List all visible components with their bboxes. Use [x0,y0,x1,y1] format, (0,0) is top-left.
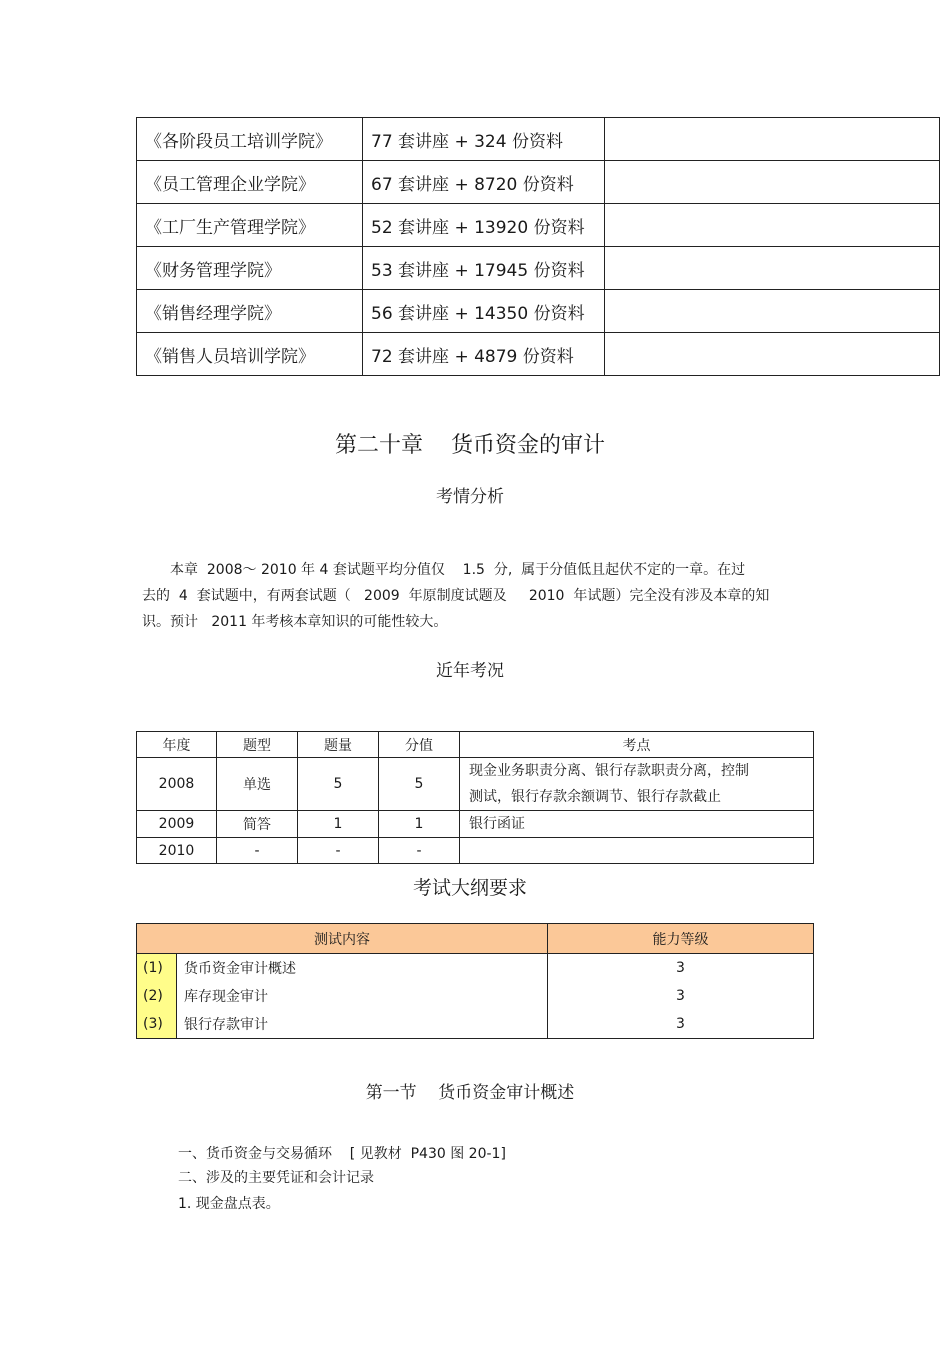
item-level: 3 [548,954,814,983]
outline-item: 1. 现金盘点表。 [178,1196,280,1212]
course-name: 《工厂生产管理学院》 [137,204,363,247]
course-content: 53 套讲座 + 17945 份资料 [363,247,605,290]
point-line: 现金业务职责分离、银行存款职责分离，控制 [469,763,749,779]
type-cell: 简答 [217,811,298,838]
course-note [605,333,940,376]
outline-item: 二、涉及的主要凭证和会计记录 [178,1170,374,1186]
column-header: 测试内容 [137,924,548,954]
table-row [137,811,814,838]
course-content: 52 套讲座 + 13920 份资料 [363,204,605,247]
table-row [137,1010,814,1039]
course-note [605,118,940,161]
point-cell: 银行函证 [460,811,814,838]
item-number: (3) [137,1010,177,1039]
table-row [137,247,940,290]
table-row [137,204,940,247]
syllabus-table [136,923,814,1039]
column-header: 题量 [298,732,379,758]
table-row [137,838,814,864]
count-cell: - [298,838,379,864]
course-content: 56 套讲座 + 14350 份资料 [363,290,605,333]
paragraph-line: 去的 4 套试题中，有两套试题（ 2009 年原制度试题及 2010 年试题）完全没有涉及本章的知 [142,588,770,604]
course-content: 67 套讲座 + 8720 份资料 [363,161,605,204]
year-cell: 2009 [137,811,217,838]
section-title: 第一节 货币资金审计概述 [365,1083,575,1103]
course-name: 《员工管理企业学院》 [137,161,363,204]
outline-item: 一、货币资金与交易循环 [ 见教材 P430 图 20-1] [178,1146,506,1162]
course-content: 72 套讲座 + 4879 份资料 [363,333,605,376]
count-cell: 5 [298,758,379,811]
year-cell: 2008 [137,758,217,811]
table-header-row [137,924,814,954]
type-cell: - [217,838,298,864]
table-row [137,333,940,376]
table-row [137,161,940,204]
item-name: 库存现金审计 [177,982,548,1010]
count-cell: 1 [298,811,379,838]
score-cell: - [379,838,460,864]
course-name: 《销售经理学院》 [137,290,363,333]
item-number: (1) [137,954,177,983]
analysis-paragraph [142,557,792,635]
item-name: 货币资金审计概述 [177,954,548,983]
recent-exams-table [136,731,814,864]
item-level: 3 [548,982,814,1010]
year-cell: 2010 [137,838,217,864]
course-note [605,204,940,247]
column-header: 考点 [460,732,814,758]
item-number: (2) [137,982,177,1010]
column-header: 分值 [379,732,460,758]
column-header: 年度 [137,732,217,758]
chapter-title: 第二十章 货币资金的审计 [335,433,605,458]
score-cell: 1 [379,811,460,838]
course-note [605,247,940,290]
point-cell [460,838,814,864]
course-table [136,117,940,376]
item-name: 银行存款审计 [177,1010,548,1039]
table-row [137,118,940,161]
course-name: 《财务管理学院》 [137,247,363,290]
table-row [137,982,814,1010]
item-level: 3 [548,1010,814,1039]
paragraph-line: 本章 2008～ 2010 年 4 套试题平均分值仅 1.5 分, 属于分值低且起伏不定的一章。在过 [170,562,746,578]
point-line: 测试，银行存款余额调节、银行存款截止 [469,789,721,805]
paragraph-line: 识。预计 2011 年考核本章知识的可能性较大。 [142,614,448,630]
table-header-row [137,732,814,758]
course-note [605,290,940,333]
course-name: 《销售人员培训学院》 [137,333,363,376]
point-cell [460,758,814,811]
type-cell: 单选 [217,758,298,811]
table-row [137,954,814,983]
syllabus-title: 考试大纲要求 [412,877,527,899]
table-row [137,290,940,333]
table-row [137,758,814,811]
column-header: 题型 [217,732,298,758]
column-header: 能力等级 [548,924,814,954]
recent-exams-title: 近年考况 [436,661,504,681]
score-cell: 5 [379,758,460,811]
course-note [605,161,940,204]
analysis-title: 考情分析 [436,487,504,507]
course-content: 77 套讲座 + 324 份资料 [363,118,605,161]
course-name: 《各阶段员工培训学院》 [137,118,363,161]
